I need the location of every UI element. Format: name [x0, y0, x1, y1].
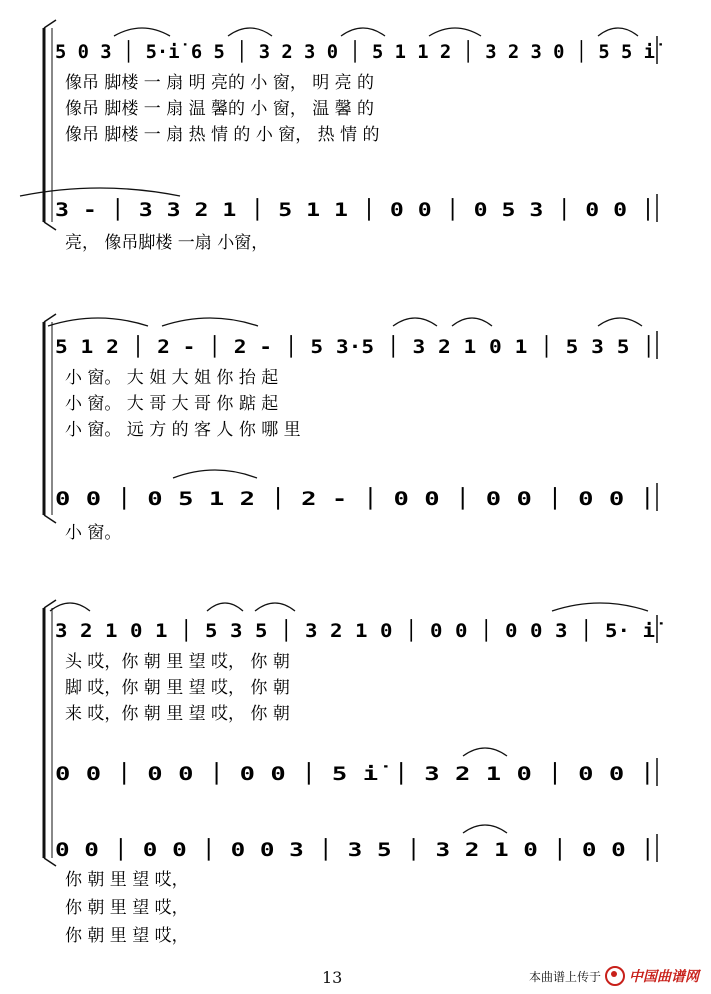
bracket-hook — [44, 600, 56, 608]
footer-logo: 中国曲谱网 — [629, 969, 699, 985]
bracket-hook — [44, 515, 56, 523]
slur-mark — [228, 28, 272, 36]
lyric-line: 你 朝 里 望 哎， — [65, 926, 189, 946]
slur-mark — [341, 28, 385, 36]
lyric-line: 你 朝 里 望 哎， — [65, 898, 189, 918]
lyric-line: 脚 哎，你 朝 里 望 哎， 你 朝 — [65, 678, 290, 698]
slur-mark — [429, 28, 481, 36]
bracket-hook — [44, 222, 56, 230]
lyric-line: 小 窗。 大 哥 大 哥 你 踮 起 — [65, 394, 279, 414]
lyric-line: 头 哎，你 朝 里 望 哎， 你 朝 — [65, 652, 290, 672]
lyric-line: 小 窗。 大 姐 大 姐 你 抬 起 — [65, 368, 279, 388]
lyric-line: 像吊 脚楼 一 扇 明 亮的 小 窗， 明 亮 的 — [65, 73, 375, 93]
lyric-line: 小 窗。 远 方 的 客 人 你 哪 里 — [65, 420, 301, 440]
notation-row: 5 0 3 │ 5·i̇ 6 5 │ 3 2 3 0 │ 5 1 1 2 │ 3 2 3 0 │ 5 5 i̇ — [55, 41, 662, 63]
notation-row: 3 2 1 0 1 │ 5 3 5 │ 3 2 1 0 │ 0 0 │ 0 0 3 │ 5· i̇ — [55, 620, 605, 642]
footer-text: 本曲谱上传于 — [528, 969, 601, 984]
notation-row: 5 1 2 │ 2 - │ 2 - │ 5 3·5 │ 3 2 1 0 1 │ 5 3 5 │ — [55, 336, 593, 358]
lyric-line: 来 哎，你 朝 里 望 哎， 你 朝 — [65, 704, 290, 724]
lyric-line: 像吊 脚楼 一 扇 热 情 的 小 窗， 热 情 的 — [65, 125, 380, 145]
lyric-line: 亮， 像吊脚楼 一扇 小窗， — [65, 233, 269, 253]
slur-mark — [393, 318, 437, 326]
page-number: 13 — [322, 968, 343, 987]
bracket-hook — [44, 314, 56, 322]
notation-row: 0 0 │ 0 0 │ 0 0 │ 5 i̇ │ 3 2 1 0 │ 0 0 │ — [55, 763, 502, 785]
slur-mark — [162, 318, 258, 326]
bracket-hook — [44, 20, 56, 28]
lyric-line: 像吊 脚楼 一 扇 温 馨的 小 窗， 温 馨 的 — [65, 99, 375, 119]
notation-row: 0 0 │ 0 0 │ 0 0 3 │ 3 5 │ 3 2 1 0 │ 0 0 │ — [55, 839, 524, 861]
slur-mark — [463, 748, 507, 756]
notation-row: 3 - │ 3 3 2 1 │ 5 1 1 │ 0 0 │ 0 5 3 │ 0 0 │ — [55, 199, 547, 221]
slur-mark — [552, 603, 648, 611]
slur-mark — [48, 318, 148, 326]
footer — [529, 966, 699, 986]
cq-logo-icon — [605, 966, 625, 986]
slur-mark — [173, 470, 257, 478]
slur-mark — [598, 318, 642, 326]
slur-mark — [463, 825, 507, 833]
slur-mark — [50, 603, 90, 611]
notation-row: 0 0 │ 0 5 1 2 │ 2 - │ 0 0 │ 0 0 │ 0 0 │ — [55, 488, 502, 510]
lyric-line: 你 朝 里 望 哎， — [65, 870, 189, 890]
slur-mark — [255, 603, 295, 611]
slur-mark — [452, 318, 492, 326]
slur-mark — [207, 603, 243, 611]
slur-mark — [598, 28, 638, 36]
lyric-line: 小 窗。 — [65, 523, 122, 543]
slur-mark — [114, 28, 170, 36]
